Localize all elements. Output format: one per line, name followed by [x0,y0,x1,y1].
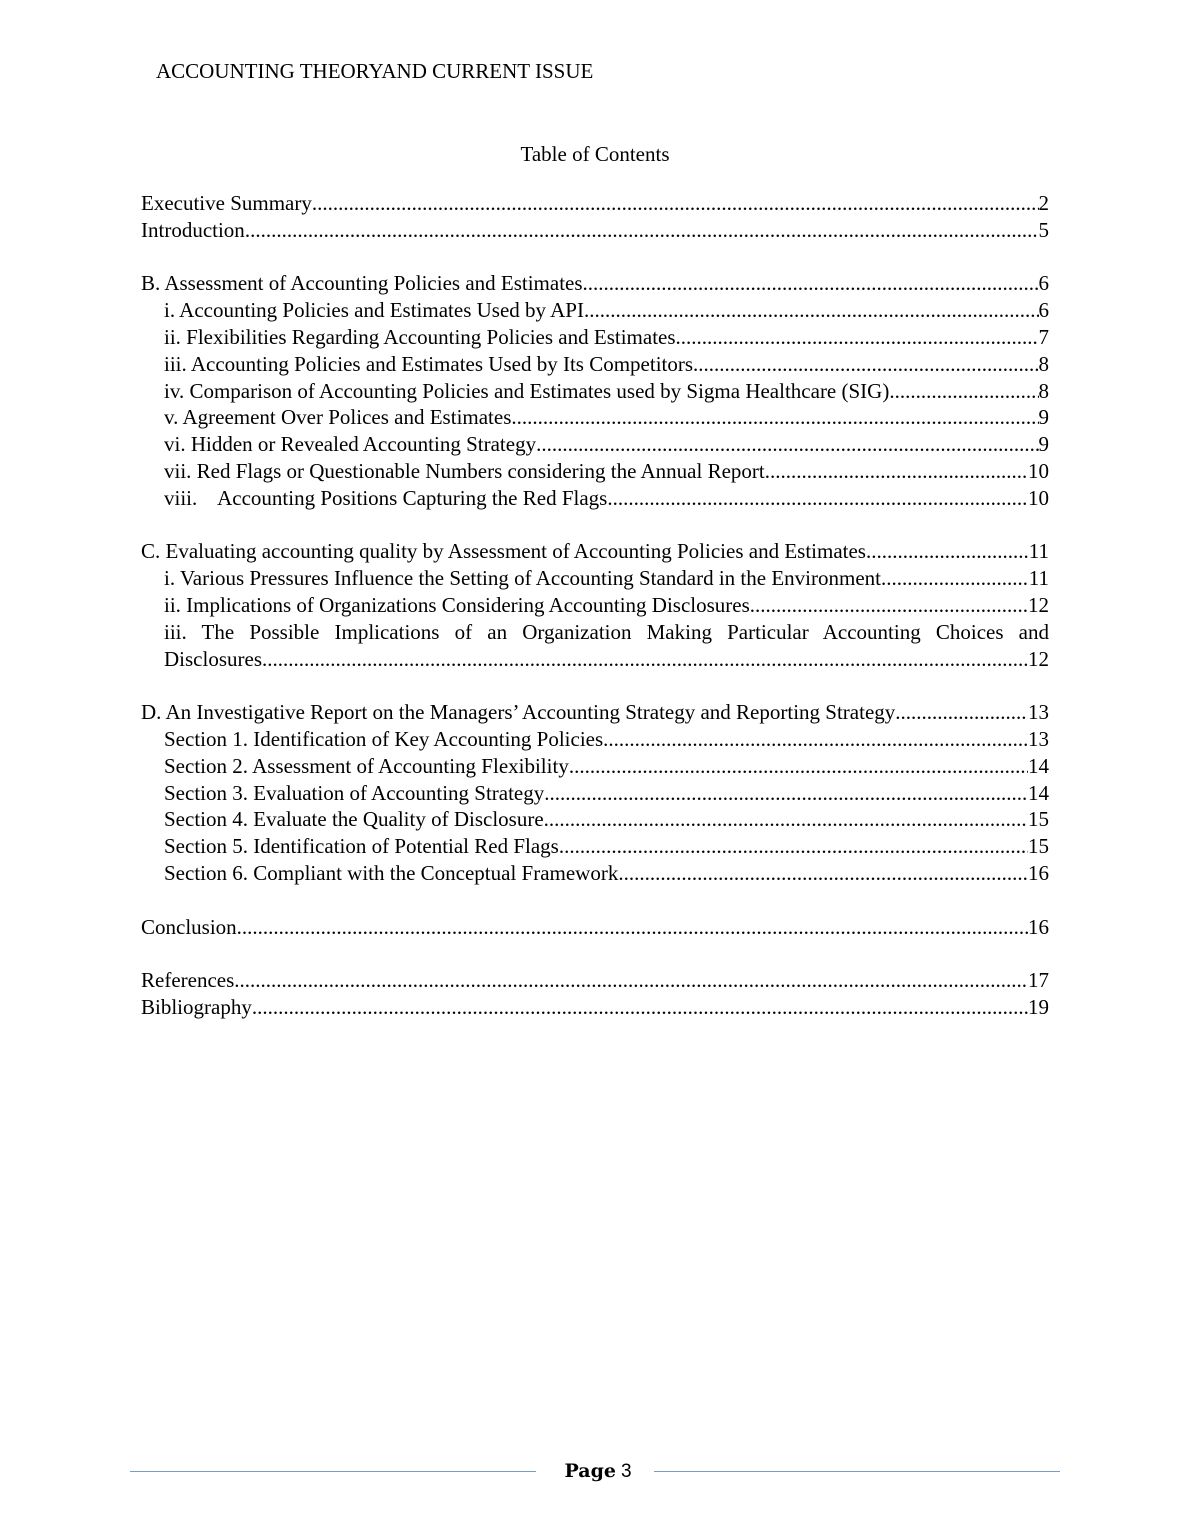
toc-entry-b-iii[interactable] [141,351,1049,378]
toc-group-section-d [141,699,1049,887]
toc-entry-page: 14 [1028,753,1049,778]
toc-entry-b-iv[interactable] [141,378,1049,405]
toc-entry-label: B. Assessment of Accounting Policies and Estimates [141,271,583,296]
toc-entry-section-d[interactable] [141,699,1049,726]
toc-entry-c-iii[interactable] [141,619,1049,673]
toc-group-front-matter [141,190,1049,244]
toc-dot-leader [866,538,1029,565]
toc-dot-leader [881,565,1029,592]
toc-entry-b-viii[interactable] [141,485,1049,512]
table-of-contents [141,190,1049,1048]
toc-dot-leader [312,190,1039,217]
running-header: ACCOUNTING THEORYAND CURRENT ISSUE [156,59,594,83]
toc-entry-page: 15 [1028,834,1049,859]
toc-entry-page: 8 [1038,351,1049,376]
toc-entry-d-section-3[interactable] [141,780,1049,807]
toc-entry-page: 10 [1028,458,1049,483]
toc-entry-label: Bibliography [141,994,252,1019]
toc-entry-bibliography[interactable] [141,994,1049,1021]
toc-entry-label: Section 4. Evaluate the Quality of Disclosure [164,807,544,832]
toc-dot-leader [569,753,1028,780]
toc-entry-executive-summary[interactable] [141,190,1049,217]
toc-entry-page: 10 [1028,485,1049,510]
toc-entry-label-line2: Disclosures [164,646,262,671]
toc-dot-leader [693,351,1038,378]
toc-entry-label-line1: iii. The Possible Implications of an Organization Making Particular Accounting Choices and [164,619,1049,644]
toc-entry-page: 6 [1038,271,1049,296]
toc-dot-leader [559,833,1028,860]
toc-entry-page: 9 [1038,432,1049,457]
toc-entry-page: 16 [1028,860,1049,885]
toc-entry-label: C. Evaluating accounting quality by Assessment of Accounting Policies and Estimates [141,539,866,564]
toc-entry-b-v[interactable] [141,404,1049,431]
toc-entry-label: v. Agreement Over Polices and Estimates [164,405,512,430]
toc-entry-page: 13 [1028,726,1049,751]
toc-entry-b-i[interactable] [141,297,1049,324]
toc-dot-leader [544,806,1028,833]
toc-entry-page: 6 [1038,298,1049,323]
toc-entry-page: 19 [1028,994,1049,1019]
toc-entry-page: 7 [1038,324,1049,349]
toc-entry-label: References [141,968,235,993]
toc-dot-leader [895,699,1028,726]
toc-entry-label: ii. Implications of Organizations Considering Accounting Disclosures [164,592,750,617]
toc-dot-leader [234,967,1028,994]
toc-entry-b-vi[interactable] [141,431,1049,458]
toc-entry-b-ii[interactable] [141,324,1049,351]
toc-group-conclusion [141,914,1049,941]
toc-dot-leader [262,646,1028,673]
toc-entry-page: 11 [1028,566,1049,591]
toc-entry-label: Section 3. Evaluation of Accounting Strategy [164,780,545,805]
toc-entry-page: 16 [1028,914,1049,939]
toc-entry-b-vii[interactable] [141,458,1049,485]
toc-dot-leader [607,485,1028,512]
toc-entry-label: Executive Summary [141,191,312,215]
toc-entry-page: 12 [1028,646,1049,671]
footer-page-label [536,1458,653,1485]
toc-entry-page: 8 [1038,378,1049,403]
toc-entry-second-line [164,646,1049,673]
toc-entry-label: Introduction [141,217,245,242]
toc-entry-label: i. Accounting Policies and Estimates Used by API [164,298,584,323]
toc-dot-leader [237,914,1028,941]
toc-entry-d-section-5[interactable] [141,833,1049,860]
toc-entry-label: Section 5. Identification of Potential Red Flags [164,834,559,859]
toc-group-section-b [141,270,1049,511]
toc-entry-references[interactable] [141,967,1049,994]
toc-dot-leader [252,994,1028,1021]
toc-entry-page: 11 [1028,539,1049,564]
toc-dot-leader [676,324,1039,351]
footer-rule-left [130,1471,536,1472]
toc-group-back-matter [141,967,1049,1021]
toc-entry-d-section-1[interactable] [141,726,1049,753]
footer-rule-right [654,1471,1060,1472]
toc-entry-label: Section 6. Compliant with the Conceptual Framework [164,860,619,885]
toc-entry-page: 12 [1028,592,1049,617]
toc-entry-label: viii. Accounting Positions Capturing the Red Flags [164,485,608,510]
toc-dot-leader [889,378,1038,405]
toc-entry-page: 9 [1038,405,1049,430]
toc-entry-d-section-4[interactable] [141,806,1049,833]
page-footer [130,1458,1060,1484]
toc-entry-introduction[interactable] [141,217,1049,244]
toc-entry-page: 5 [1038,217,1049,242]
toc-entry-d-section-2[interactable] [141,753,1049,780]
toc-entry-d-section-6[interactable] [141,860,1049,887]
toc-entry-section-c[interactable] [141,538,1049,565]
toc-dot-leader [536,431,1038,458]
toc-entry-label: Conclusion [141,914,237,939]
footer-page-number: 3 [620,1460,632,1482]
toc-entry-page: 17 [1028,968,1049,993]
footer-page-word: Page [564,1459,616,1482]
toc-dot-leader [750,592,1028,619]
toc-dot-leader [583,270,1039,297]
toc-entry-label: vii. Red Flags or Questionable Numbers considering the Annual Report [164,458,765,483]
toc-entry-label: vi. Hidden or Revealed Accounting Strategy [164,432,537,457]
toc-entry-label: iii. Accounting Policies and Estimates Used by Its Competitors [164,351,694,376]
toc-entry-label: Section 2. Assessment of Accounting Flexibility [164,753,569,778]
toc-dot-leader [511,404,1038,431]
toc-entry-page: 13 [1028,700,1049,725]
toc-title: Table of Contents [520,142,670,166]
toc-dot-leader [544,780,1028,807]
toc-entry-page: 14 [1028,780,1049,805]
toc-entry-conclusion[interactable] [141,914,1049,941]
toc-entry-c-i[interactable] [141,565,1049,592]
toc-entry-label: D. An Investigative Report on the Managers’ Accounting Strategy and Reporting Strategy [141,700,896,725]
toc-dot-leader [245,217,1039,244]
toc-dot-leader [618,860,1028,887]
toc-entry-label: i. Various Pressures Influence the Setting of Accounting Standard in the Environment [164,566,881,591]
toc-dot-leader [765,458,1028,485]
toc-entry-section-b[interactable] [141,270,1049,297]
toc-entry-page: 2 [1038,191,1049,215]
toc-entry-c-ii[interactable] [141,592,1049,619]
toc-dot-leader [603,726,1028,753]
toc-entry-page: 15 [1028,807,1049,832]
toc-entry-label: ii. Flexibilities Regarding Accounting Policies and Estimates [164,324,676,349]
toc-dot-leader [584,297,1039,324]
toc-entry-label: Section 1. Identification of Key Accounting Policies [164,726,604,751]
toc-entry-label: iv. Comparison of Accounting Policies and Estimates used by Sigma Healthcare (SIG) [164,378,890,403]
toc-group-section-c [141,538,1049,672]
